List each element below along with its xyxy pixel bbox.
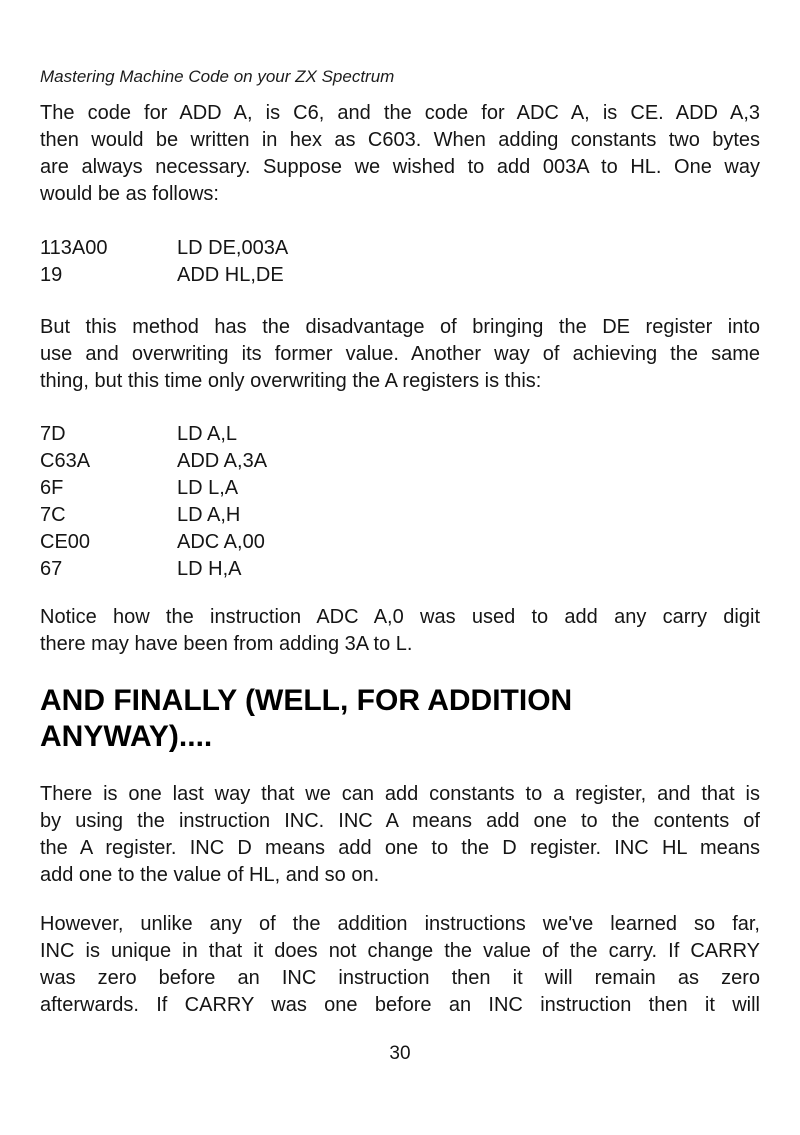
paragraph-line: use and overwriting its former value. Another way of achieving the same bbox=[40, 343, 760, 365]
page-number: 30 bbox=[389, 1043, 411, 1064]
code-row bbox=[40, 529, 760, 556]
code-row bbox=[40, 502, 760, 529]
code-bytes: 113A00 bbox=[40, 237, 108, 259]
code-bytes: 7C bbox=[40, 504, 66, 526]
paragraph-inc-intro bbox=[40, 781, 760, 889]
paragraph-line: add one to the value of HL, and so on. bbox=[40, 864, 380, 886]
code-instruction: ADC A,00 bbox=[177, 531, 265, 553]
heading-line: AND FINALLY (WELL, FOR ADDITION bbox=[40, 684, 573, 717]
paragraph-inc-carry bbox=[40, 911, 760, 1019]
code-instruction: LD A,H bbox=[177, 504, 241, 526]
code-bytes: C63A bbox=[40, 450, 91, 472]
code-instruction: LD L,A bbox=[177, 477, 239, 499]
code-row bbox=[40, 475, 760, 502]
code-bytes: CE00 bbox=[40, 531, 91, 553]
code-bytes: 19 bbox=[40, 264, 63, 286]
paragraph-line: then would be written in hex as C603. When adding constants two bytes bbox=[40, 129, 760, 151]
paragraph-intro bbox=[40, 100, 760, 208]
code-row bbox=[40, 421, 760, 448]
code-bytes: 7D bbox=[40, 423, 66, 445]
code-instruction: ADD HL,DE bbox=[177, 264, 284, 286]
code-row bbox=[40, 262, 760, 289]
heading-line: ANYWAY).... bbox=[40, 720, 213, 753]
code-instruction: LD DE,003A bbox=[177, 237, 289, 259]
code-row bbox=[40, 448, 760, 475]
paragraph-line: are always necessary. Suppose we wished to add 003A to HL. One way bbox=[40, 156, 760, 178]
code-instruction: LD A,L bbox=[177, 423, 238, 445]
code-listing-add-hl bbox=[40, 235, 760, 289]
paragraph-line: There is one last way that we can add constants to a register, and that is bbox=[40, 783, 760, 805]
paragraph-line: However, unlike any of the addition instructions we've learned so far, bbox=[40, 913, 760, 935]
paragraph-line: afterwards. If CARRY was one before an INC instruction then it will bbox=[40, 994, 760, 1016]
section-heading bbox=[40, 683, 760, 755]
paragraph-notice bbox=[40, 604, 760, 658]
paragraph-line: Notice how the instruction ADC A,0 was used to add any carry digit bbox=[40, 606, 760, 628]
paragraph-line: thing, but this time only overwriting the A registers is this: bbox=[40, 370, 542, 392]
paragraph-line: But this method has the disadvantage of bringing the DE register into bbox=[40, 316, 760, 338]
code-instruction: ADD A,3A bbox=[177, 450, 268, 472]
code-row bbox=[40, 235, 760, 262]
paragraph-disadvantage bbox=[40, 314, 760, 395]
paragraph-line: by using the instruction INC. INC A means add one to the contents of bbox=[40, 810, 760, 832]
code-listing-adc bbox=[40, 421, 760, 583]
code-bytes: 67 bbox=[40, 558, 63, 580]
code-bytes: 6F bbox=[40, 477, 64, 499]
paragraph-line: was zero before an INC instruction then it will remain as zero bbox=[40, 967, 760, 989]
code-instruction: LD H,A bbox=[177, 558, 242, 580]
paragraph-line: the A register. INC D means add one to the D register. INC HL means bbox=[40, 837, 760, 859]
paragraph-line: would be as follows: bbox=[40, 183, 219, 205]
paragraph-line: INC is unique in that it does not change the value of the carry. If CARRY bbox=[40, 940, 760, 962]
code-row bbox=[40, 556, 760, 583]
paragraph-line: there may have been from adding 3A to L. bbox=[40, 633, 413, 655]
paragraph-line: The code for ADD A, is C6, and the code for ADC A, is CE. ADD A,3 bbox=[40, 102, 760, 124]
running-header: Mastering Machine Code on your ZX Spectrum bbox=[40, 67, 395, 86]
